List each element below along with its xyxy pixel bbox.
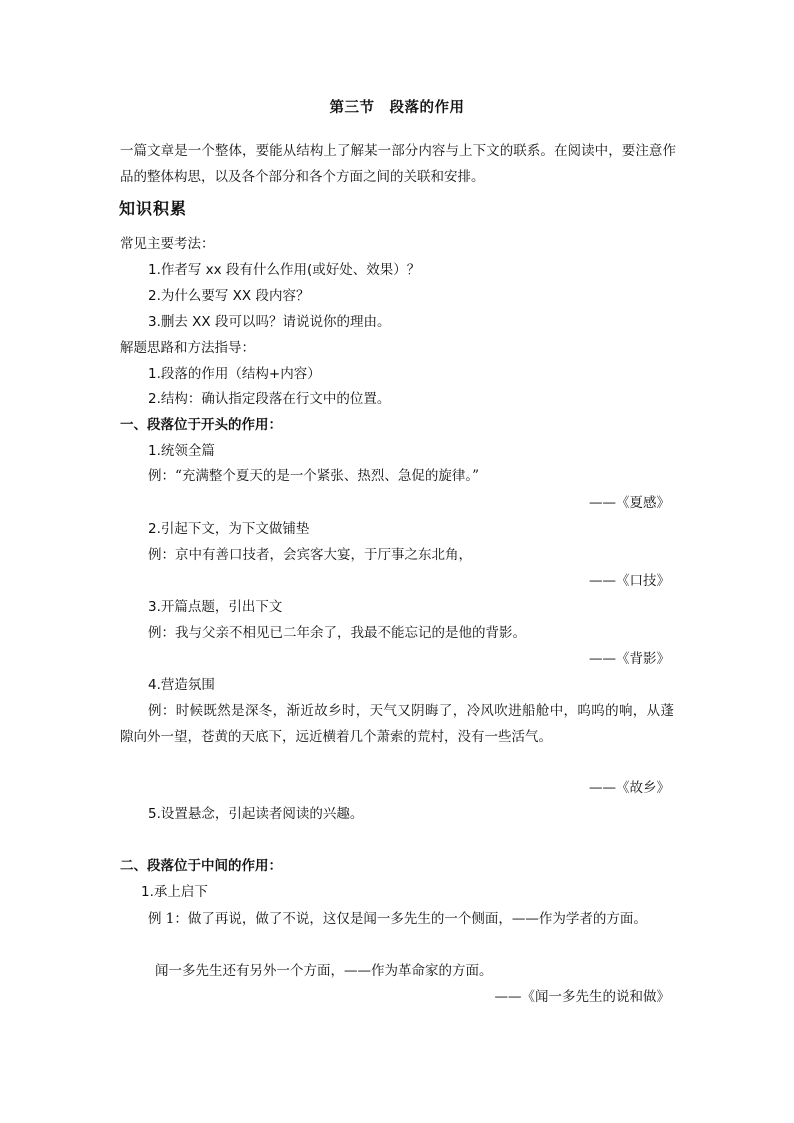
- common-method-1: 1.作者写 xx 段有什么作用(或好处、效果）？: [148, 262, 421, 278]
- s1-item3-source: ——《背影》: [589, 651, 670, 667]
- s1-item2-source: ——《口技》: [589, 573, 670, 589]
- s1-item1-label: 1.统领全篇: [148, 443, 215, 459]
- page-title: 第三节 段落的作用: [329, 100, 465, 116]
- s1-item3-label: 3.开篇点题，引出下文: [148, 599, 283, 615]
- common-methods-label: 常见主要考法：: [120, 236, 215, 252]
- s1-item1-source: ——《夏感》: [589, 495, 670, 511]
- intro-paragraph: 一篇文章是一个整体，要能从结构上了解某一部分内容与上下文的联系。在阅读中，要注意作品的整体构思，以及各个部分和各个方面之间的关联和安排。: [120, 143, 676, 185]
- s1-item4-label: 4.营造氛围: [148, 677, 215, 693]
- s1-item5-label: 5.设置悬念，引起读者阅读的兴趣。: [148, 806, 364, 822]
- s1-item4-source: ——《故乡》: [589, 780, 670, 796]
- common-method-3: 3.删去 XX 段可以吗？请说说你的理由。: [148, 314, 391, 330]
- section1-heading: 一、段落位于开头的作用：: [120, 417, 282, 433]
- common-method-2: 2.为什么要写 XX 段内容？: [148, 288, 310, 304]
- s1-item3-example: 例：我与父亲不相见已二年余了，我最不能忘记的是他的背影。: [148, 625, 526, 641]
- s2-example1-cont: 闻一多先生还有另外一个方面，——作为革命家的方面。: [155, 963, 493, 979]
- section2-heading: 二、段落位于中间的作用：: [120, 858, 282, 874]
- approach-1: 1.段落的作用（结构+内容）: [148, 366, 321, 382]
- approach-label: 解题思路和方法指导：: [120, 340, 255, 356]
- s1-item2-example: 例：京中有善口技者，会宾客大宴，于厅事之东北角，: [148, 547, 472, 563]
- s1-item1-example: 例：“充满整个夏天的是一个紧张、热烈、急促的旋律。”: [148, 468, 480, 484]
- s2-item1-label: 1.承上启下: [141, 884, 208, 900]
- knowledge-heading: 知识积累: [119, 199, 188, 218]
- s1-item4-example: 例：时候既然是深冬，渐近故乡时，天气又阴晦了，冷风吹进船舱中，呜呜的响，从蓬隙向外一望，苍黄的天底下，远近横着几个萧索的荒村，没有一些活气。: [120, 703, 674, 745]
- s2-source: ——《闻一多先生的说和做》: [494, 989, 670, 1005]
- s1-item2-label: 2.引起下文，为下文做铺垫: [148, 521, 310, 537]
- approach-2: 2.结构：确认指定段落在行文中的位置。: [148, 391, 391, 407]
- s2-example1: 例 1：做了再说，做了不说，这仅是闻一多先生的一个侧面，——作为学者的方面。: [148, 911, 647, 927]
